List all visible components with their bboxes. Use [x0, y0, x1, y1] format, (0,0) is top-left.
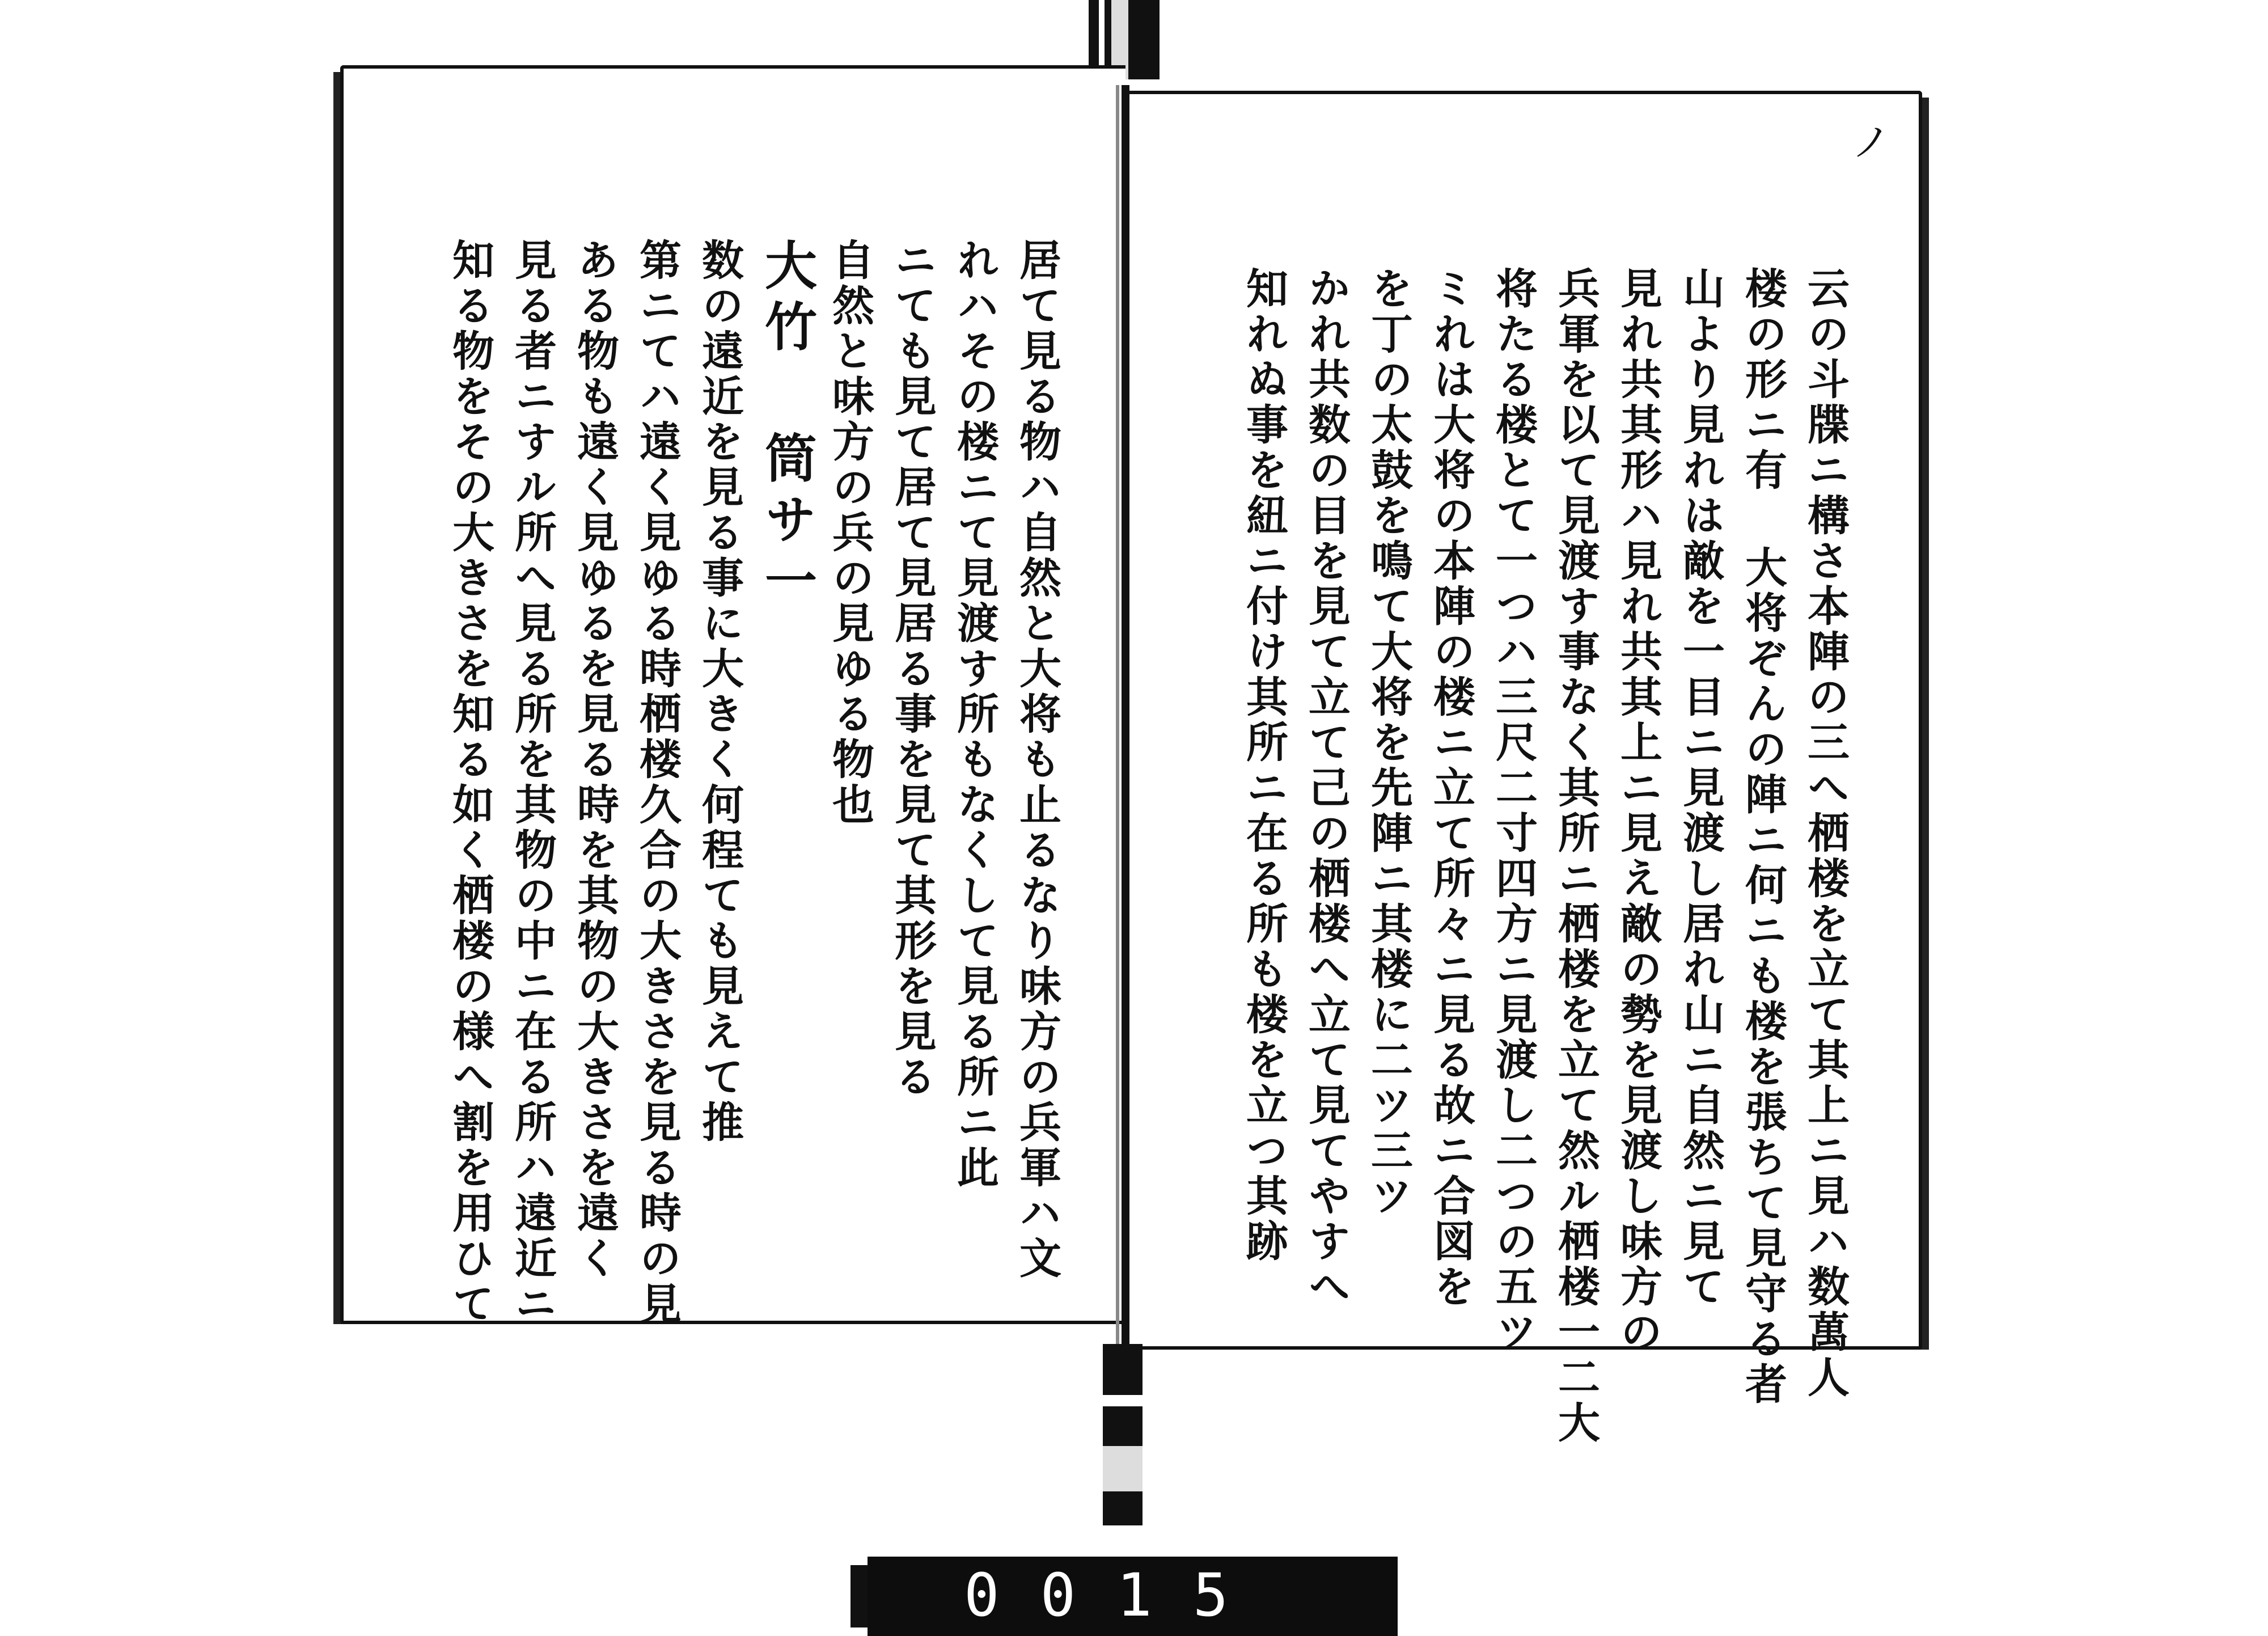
left-column-7: 第ニてハ遠く見ゆる時栖楼久合の大きさを見る時の見	[633, 238, 682, 1327]
right-column-10: 知れぬ事を紐ニ付け其所ニ在る所も楼を立つ其跡	[1239, 267, 1288, 1265]
book-gutter	[1122, 85, 1129, 1355]
left-column-10: 知る物をその大きさを知る如く栖楼の様へ割を用ひて	[446, 238, 494, 1327]
page-mark: ノ	[1851, 119, 1891, 166]
left-column-9: 見る者ニすル所へ見る所を其物の中ニ在る所ハ遠近ニ	[508, 238, 557, 1327]
left-column-8: ある物も遠く見ゆるを見る時を其物の大きさを遠く	[570, 238, 619, 1282]
left-column-4: 自然と味方の兵の見ゆる物也	[826, 238, 874, 828]
right-column-6: 将たる楼とて一つハ三尺二寸四方ニ見渡し二つの五ツ	[1489, 267, 1538, 1355]
left-column-3: ニても見て居て見居る事を見て其形を見る	[888, 238, 937, 1100]
gutter-shadow	[1116, 85, 1119, 1355]
right-column-4: 見れ共其形ハ見れ共其上ニ見え敵の勢を見渡し味方の	[1614, 267, 1662, 1355]
right-column-3: 山より見れは敵を一目ニ見渡し居れ山ニ自然ニ見て	[1676, 267, 1725, 1310]
left-column-6: 数の遠近を見る事に大きく何程ても見えて推	[695, 238, 744, 1145]
frame-number: 0015	[964, 1561, 1270, 1630]
right-column-8: を丁の太鼓を鳴て大将を先陣ニ其楼に二ツ三ツ	[1364, 267, 1413, 1219]
right-column-2: 楼の形ニ有 大将ぞんの陣ニ何ニも楼を張ちて見守る者	[1738, 267, 1787, 1407]
right-column-7: ミれは大将の本陣の楼ニ立て所々ニ見る故ニ合図を	[1427, 267, 1475, 1310]
right-column-9: かれ共数の目を見て立て己の栖楼へ立て見てやすへ	[1302, 267, 1351, 1310]
left-column-2: れハその楼ニて見渡す所もなくして見る所ニ此	[950, 238, 999, 1191]
right-column-1: 云の斗牒ニ構さ本陣の三へ栖楼を立て其上ニ見ハ数萬人	[1801, 267, 1850, 1401]
right-column-5: 兵軍を以て見渡す事なく其所ニ栖楼を立て然ル栖楼一二大	[1551, 267, 1600, 1446]
left-column-1: 居て見る物ハ自然と大将も止るなり味方の兵軍ハ文	[1013, 238, 1061, 1282]
section-heading: 大竹 筒サ一	[756, 238, 818, 615]
bottom-binding-strip	[1103, 1344, 1143, 1525]
